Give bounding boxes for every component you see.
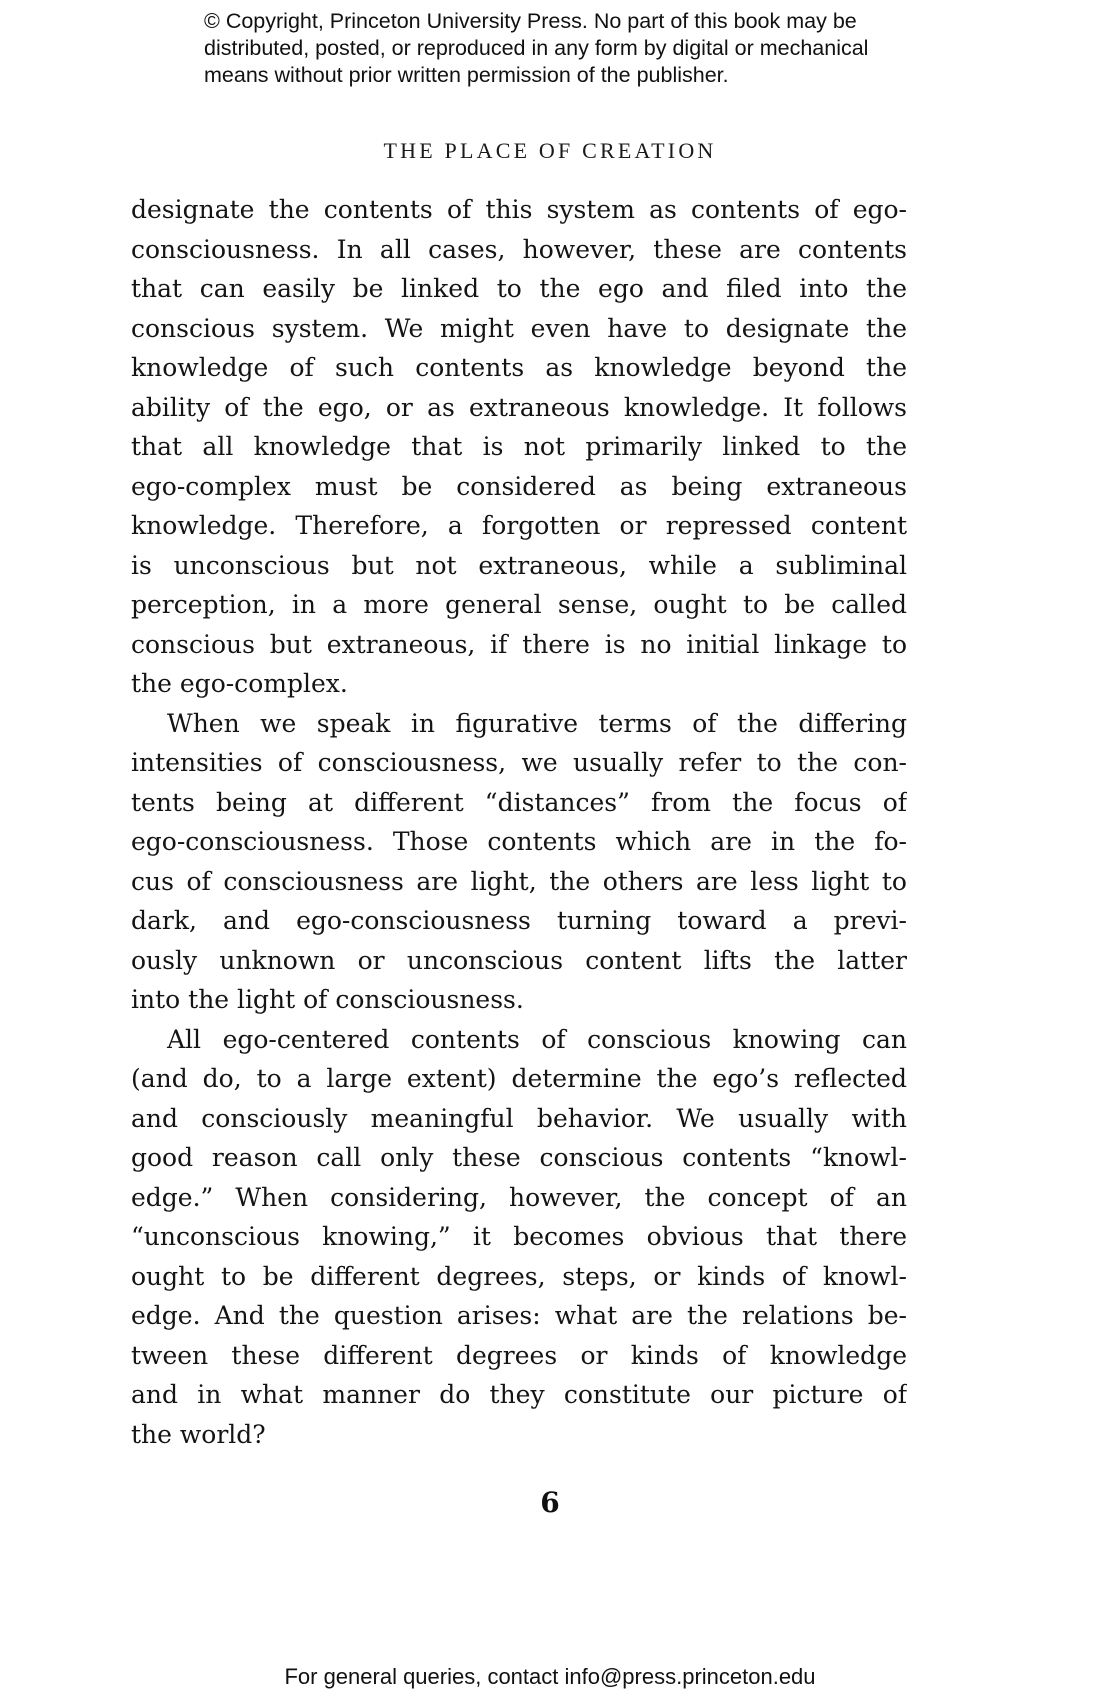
text-line: tween these different degrees or kinds of knowledge [131,1340,907,1370]
text-line: knowledge of such contents as knowledge beyond the [131,353,907,382]
text-line: is unconscious but not extraneous, while a subliminal [131,550,907,580]
copyright-notice [204,8,924,89]
page-number: 6 [540,1486,560,1519]
text-line: “unconscious knowing,” it becomes obvious that there [131,1222,907,1251]
text-line: intensities of consciousness, we usually refer to the con- [131,748,907,777]
copyright-line: means without prior written permission of the publisher. [204,63,729,87]
text-line: knowledge. Therefore, a forgotten or repressed content [131,511,907,540]
footer-contact: For general queries, contact info@press.princeton.edu [284,1664,816,1689]
text-line: (and do, to a large extent) determine the ego’s reflected [131,1064,907,1093]
text-line: ought to be different degrees, steps, or kinds of knowl- [131,1261,907,1291]
text-line: consciousness. In all cases, however, these are contents [131,234,907,264]
text-line: When we speak in figurative terms of the differing [167,708,907,738]
text-line: that all knowledge that is not primarily linked to the [131,432,907,461]
text-line: dark, and ego-consciousness turning toward a previ- [131,906,907,935]
text-line: good reason call only these conscious contents “knowl- [131,1143,907,1172]
copyright-line: distributed, posted, or reproduced in any form by digital or mechanical [204,36,869,60]
text-line: edge.” When considering, however, the concept of an [131,1182,907,1212]
text-line: the world? [131,1419,266,1449]
text-line: ously unknown or unconscious content lifts the latter [131,945,907,975]
text-line: edge. And the question arises: what are the relations be- [131,1301,907,1330]
text-line: that can easily be linked to the ego and filed into the [131,274,907,303]
body-text [131,190,907,1454]
text-line: conscious but extraneous, if there is no initial linkage to [131,629,907,659]
text-line: and in what manner do they constitute our picture of [131,1380,907,1409]
text-line: ego-consciousness. Those contents which are in the fo- [131,827,907,856]
copyright-line: © Copyright, Princeton University Press. No part of this book may be [204,9,857,33]
text-line: cus of consciousness are light, the others are less light to [131,866,907,896]
text-line: designate the contents of this system as contents of ego- [131,195,907,224]
text-line: conscious system. We might even have to designate the [131,313,907,343]
text-line: ego-complex must be considered as being extraneous [131,471,907,501]
text-line: tents being at different “distances” from the focus of [131,787,907,817]
text-line: and consciously meaningful behavior. We usually with [131,1103,907,1133]
text-line: ability of the ego, or as extraneous knowledge. It follows [131,392,907,422]
text-line: into the light of consciousness. [131,985,524,1014]
text-line: the ego-complex. [131,669,348,698]
running-head: THE PLACE OF CREATION [383,138,717,163]
text-line: All ego-centered contents of conscious knowing can [167,1024,907,1054]
text-line: perception, in a more general sense, ought to be called [131,590,907,619]
